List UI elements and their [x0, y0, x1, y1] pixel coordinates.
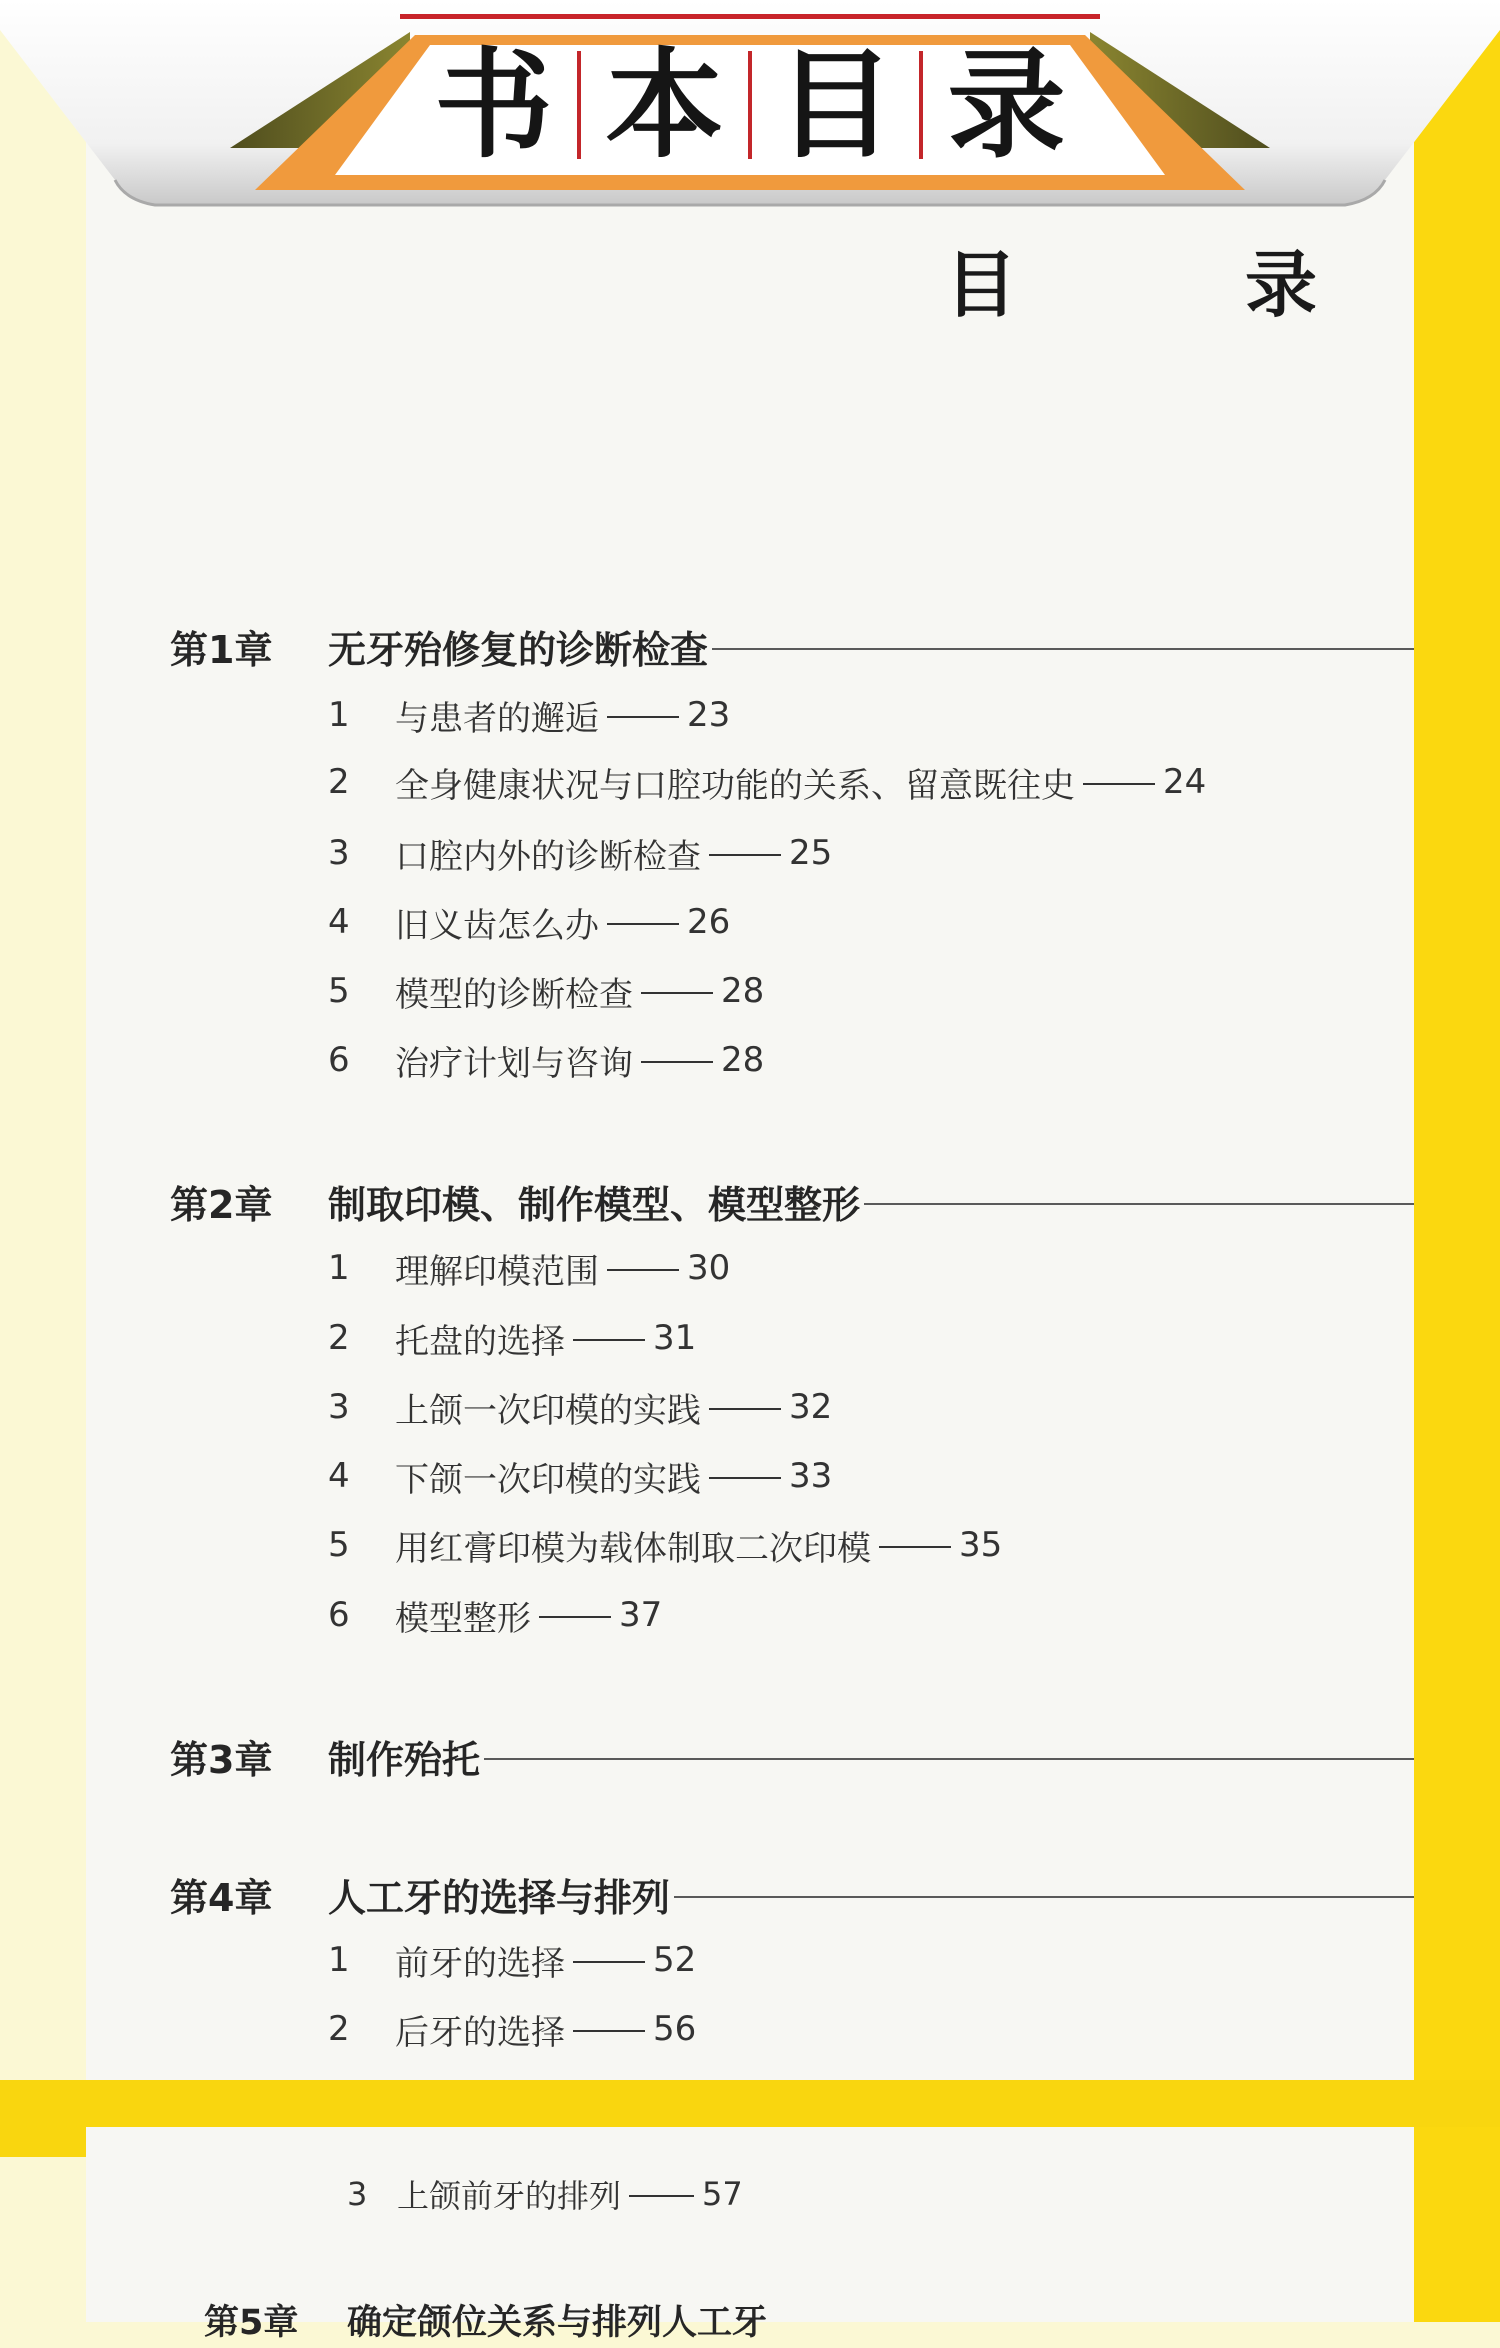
leader-dash: [539, 1616, 611, 1618]
chapter-rule: [484, 1758, 1414, 1760]
section-number: 6: [328, 1040, 350, 1080]
section-number: 2: [328, 1318, 350, 1358]
leader-dash: [607, 1269, 679, 1271]
page-number: 56: [653, 2009, 697, 2049]
leader-dash: [607, 716, 679, 718]
toc-entry[interactable]: [347, 2169, 743, 2219]
chapter-rule: [864, 1203, 1414, 1205]
page-number: 52: [653, 1940, 697, 1980]
section-title: 模型的诊断检查: [395, 974, 633, 1015]
section-number: 6: [328, 1595, 350, 1635]
page-number: 30: [687, 1248, 731, 1288]
toc-entry[interactable]: [328, 2004, 696, 2054]
toc-entry[interactable]: [328, 1313, 696, 1363]
leader-dash: [573, 1961, 645, 1963]
toc-entry[interactable]: [328, 1451, 832, 1501]
section-title: 旧义齿怎么办: [395, 905, 599, 946]
leader-dash: [641, 992, 713, 994]
banner-char: 书: [434, 36, 553, 174]
banner-title: [410, 30, 1090, 180]
chapter-heading[interactable]: [170, 1866, 1414, 1922]
leader-dash: [1083, 783, 1155, 785]
toc-entry[interactable]: [328, 828, 832, 878]
chapter-number: 第5章: [204, 2303, 299, 2343]
chapter-title: 无牙殆修复的诊断检查: [328, 627, 709, 672]
leader-dash: [641, 1061, 713, 1063]
page-number: 24: [1163, 762, 1207, 802]
page-title: 目 录: [945, 243, 1396, 327]
section-title: 用红膏印模为载体制取二次印模: [395, 1528, 871, 1569]
leader-dash: [607, 923, 679, 925]
toc-entry[interactable]: [328, 690, 730, 740]
page-number: 37: [619, 1595, 663, 1635]
yellow-divider-band-left: [0, 2127, 86, 2157]
section-title: 下颌一次印模的实践: [395, 1459, 701, 1500]
banner-char: 录: [947, 36, 1066, 174]
page-number: 35: [959, 1525, 1003, 1565]
leader-dash: [573, 1339, 645, 1341]
toc-entry[interactable]: [328, 1520, 1002, 1570]
leader-dash: [879, 1546, 951, 1548]
banner-char: 本: [605, 36, 724, 174]
section-title: 理解印模范围: [395, 1251, 599, 1292]
section-title: 与患者的邂逅: [395, 698, 599, 739]
page-number: 26: [687, 902, 731, 942]
section-title: 上颌一次印模的实践: [395, 1390, 701, 1431]
page-number: 28: [721, 1040, 765, 1080]
section-title: 上颌前牙的排列: [397, 2177, 622, 2215]
chapter-number: 第2章: [170, 1182, 273, 1227]
toc-entry[interactable]: [328, 1935, 696, 1985]
chapter-number: 第3章: [170, 1737, 273, 1782]
section-title: 全身健康状况与口腔功能的关系、留意既往史: [395, 765, 1075, 806]
chapter-number: 第4章: [170, 1875, 273, 1920]
section-title: 托盘的选择: [395, 1321, 565, 1362]
banner-char: 目: [776, 36, 895, 174]
section-number: 4: [328, 902, 350, 942]
page-number: 32: [789, 1387, 833, 1427]
page-number: 33: [789, 1456, 833, 1496]
section-number: 3: [328, 1387, 350, 1427]
section-title: 后牙的选择: [395, 2012, 565, 2053]
chapter-rule: [712, 648, 1414, 650]
leader-dash: [709, 1477, 781, 1479]
chapter-rule: [674, 1896, 1414, 1898]
page-number: 23: [687, 695, 731, 735]
right-yellow-band: [1414, 0, 1500, 2322]
section-number: 4: [328, 1456, 350, 1496]
chapter-heading[interactable]: [170, 1728, 1414, 1784]
section-number: 3: [328, 833, 350, 873]
page-number: 28: [721, 971, 765, 1011]
section-number: 3: [347, 2175, 368, 2213]
toc-entry[interactable]: [328, 1382, 832, 1432]
section-number: 2: [328, 2009, 350, 2049]
toc-page-continued: [86, 2127, 1414, 2343]
page-number: 57: [702, 2175, 743, 2213]
chapter-heading[interactable]: [204, 2292, 1304, 2348]
chapter-heading[interactable]: [170, 618, 1414, 674]
section-title: 前牙的选择: [395, 1943, 565, 1984]
leader-dash: [709, 854, 781, 856]
chapter-number: 第1章: [170, 627, 273, 672]
header-banner: [0, 0, 1500, 230]
section-number: 5: [328, 1525, 350, 1565]
toc-entry[interactable]: [328, 966, 764, 1016]
section-title: 模型整形: [395, 1598, 531, 1639]
section-number: 1: [328, 1940, 350, 1980]
yellow-divider-band: [0, 2080, 1500, 2127]
chapter-heading[interactable]: [170, 1173, 1414, 1229]
section-number: 2: [328, 762, 350, 802]
section-title: 口腔内外的诊断检查: [395, 836, 701, 877]
leader-dash: [573, 2030, 645, 2032]
toc-entry[interactable]: [328, 1035, 764, 1085]
section-number: 1: [328, 1248, 350, 1288]
chapter-title: 人工牙的选择与排列: [328, 1875, 671, 1920]
page-number: 31: [653, 1318, 697, 1358]
chapter-title: 制作殆托: [328, 1737, 481, 1782]
toc-entry[interactable]: [328, 1590, 662, 1640]
section-number: 1: [328, 695, 350, 735]
toc-entry[interactable]: [328, 757, 1206, 807]
page-number: 25: [789, 833, 833, 873]
section-title: 治疗计划与咨询: [395, 1043, 633, 1084]
toc-entry[interactable]: [328, 1243, 730, 1293]
leader-dash: [709, 1408, 781, 1410]
toc-entry[interactable]: [328, 897, 730, 947]
chapter-title: 确定颌位关系与排列人工牙: [347, 2303, 768, 2343]
chapter-title: 制取印模、制作模型、模型整形: [328, 1182, 861, 1227]
leader-dash: [629, 2195, 694, 2197]
section-number: 5: [328, 971, 350, 1011]
